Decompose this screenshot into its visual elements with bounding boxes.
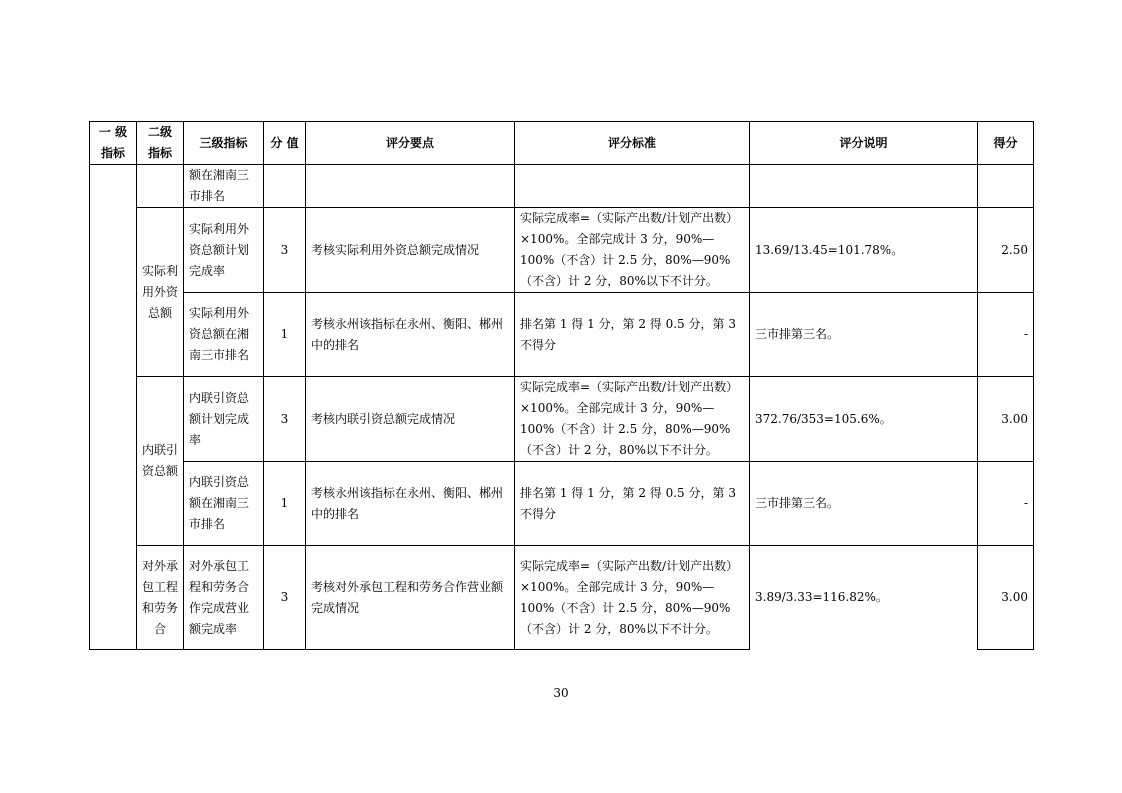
key-cell: 考核永州该指标在永州、衡阳、郴州中的排名 — [306, 293, 515, 377]
header-level1: 一 级 指标 — [90, 122, 137, 165]
explanation-cell: 三市排第三名。 — [750, 462, 978, 546]
page-number: 30 — [553, 686, 569, 700]
key-cell: 考核永州该指标在永州、衡阳、郴州中的排名 — [306, 462, 515, 546]
explanation-cell: 13.69/13.45=101.78%。 — [750, 208, 978, 293]
table-row — [90, 208, 1034, 293]
explanation-cell: 三市排第三名。 — [750, 293, 978, 377]
table-row — [90, 293, 1034, 377]
table-row — [90, 462, 1034, 546]
points-cell: 3 — [264, 377, 306, 462]
level2-cell: 实际利用外资总额 — [137, 208, 184, 377]
criteria-cell: 排名第 1 得 1 分，第 2 得 0.5 分，第 3 不得分 — [515, 293, 750, 377]
score-cell — [978, 165, 1034, 208]
level3-cell: 内联引资总额在湘南三市排名 — [184, 462, 264, 546]
level3-cell: 额在湘南三市排名 — [184, 165, 264, 208]
points-cell: 1 — [264, 462, 306, 546]
header-key: 评分要点 — [306, 122, 515, 165]
points-cell — [264, 165, 306, 208]
level3-cell: 实际利用外资总额在湘南三市排名 — [184, 293, 264, 377]
score-cell: 2.50 — [978, 208, 1034, 293]
criteria-cell: 实际完成率=（实际产出数/计划产出数）×100%。全部完成计 3 分，90%—100%（不含）计 2.5 分，80%—90%（不含）计 2 分，80%以下不计分。 — [515, 208, 750, 293]
key-cell: 考核对外承包工程和劳务合作营业额完成情况 — [306, 546, 515, 650]
level2-cell: 内联引资总额 — [137, 377, 184, 546]
criteria-cell: 实际完成率=（实际产出数/计划产出数）×100%。全部完成计 3 分，90%—100%（不含）计 2.5 分，80%—90%（不含）计 2 分，80%以下不计分。 — [515, 546, 750, 650]
points-cell: 3 — [264, 546, 306, 650]
criteria-cell: 实际完成率=（实际产出数/计划产出数）×100%。全部完成计 3 分，90%—100%（不含）计 2.5 分，80%—90%（不含）计 2 分，80%以下不计分。 — [515, 377, 750, 462]
points-cell: 3 — [264, 208, 306, 293]
criteria-cell — [515, 165, 750, 208]
score-cell: 3.00 — [978, 546, 1034, 650]
points-cell: 1 — [264, 293, 306, 377]
score-cell: - — [978, 462, 1034, 546]
table-row — [90, 165, 1034, 208]
header-explanation: 评分说明 — [750, 122, 978, 165]
table-row — [90, 546, 1034, 650]
explanation-cell — [750, 165, 978, 208]
explanation-cell: 372.76/353=105.6%。 — [750, 377, 978, 462]
header-points: 分 值 — [264, 122, 306, 165]
explanation-cell: 3.89/3.33=116.82%。 — [750, 546, 978, 650]
header-level2: 二级 指标 — [137, 122, 184, 165]
table-row — [90, 377, 1034, 462]
evaluation-table — [89, 121, 1034, 650]
header-row — [90, 122, 1034, 165]
level2-cell — [137, 165, 184, 208]
criteria-cell: 排名第 1 得 1 分，第 2 得 0.5 分，第 3 不得分 — [515, 462, 750, 546]
level3-cell: 对外承包工程和劳务合作完成营业额完成率 — [184, 546, 264, 650]
level3-cell: 内联引资总额计划完成率 — [184, 377, 264, 462]
level3-cell: 实际利用外资总额计划完成率 — [184, 208, 264, 293]
score-cell: 3.00 — [978, 377, 1034, 462]
score-cell: - — [978, 293, 1034, 377]
level1-cell — [90, 165, 137, 650]
key-cell: 考核实际利用外资总额完成情况 — [306, 208, 515, 293]
header-criteria: 评分标准 — [515, 122, 750, 165]
header-score: 得分 — [978, 122, 1034, 165]
header-level3: 三级指标 — [184, 122, 264, 165]
level2-cell: 对外承包工程和劳务合 — [137, 546, 184, 650]
key-cell — [306, 165, 515, 208]
key-cell: 考核内联引资总额完成情况 — [306, 377, 515, 462]
